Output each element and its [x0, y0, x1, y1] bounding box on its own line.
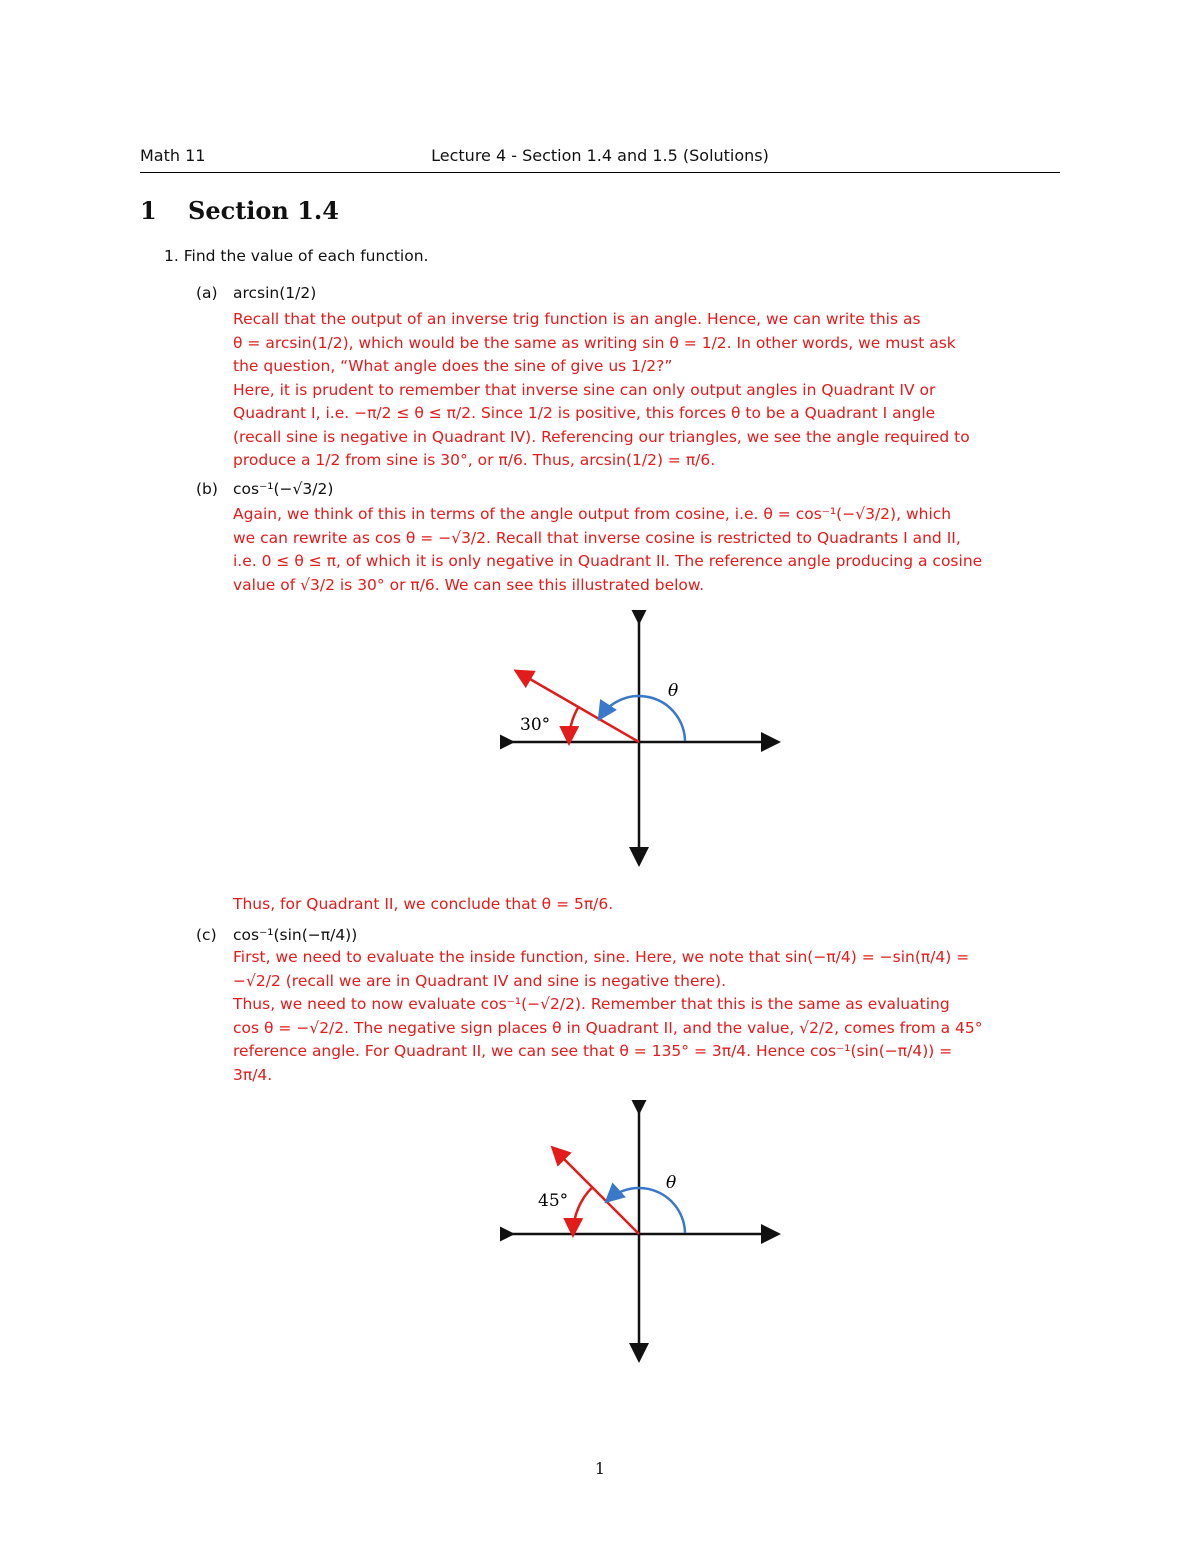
solution-line: the question, “What angle does the sine of give us 1/2?”: [233, 357, 673, 375]
figure-quadrant-ii-30deg: [500, 610, 790, 870]
solution-line: Recall that the output of an inverse trig function is an angle. Hence, we can write this as: [233, 310, 921, 328]
solution-line: Thus, we need to now evaluate cos⁻¹(−√2/2). Remember that this is the same as evaluating: [233, 995, 950, 1013]
section-title: Section 1.4: [188, 196, 339, 225]
solution-line: produce a 1/2 from sine is 30°, or π/6. Thus, arcsin(1/2) = π/6.: [233, 451, 716, 469]
solution-line: First, we need to evaluate the inside function, sine. Here, we note that sin(−π/4) = −sin(π/4) =: [233, 948, 970, 966]
solution-line: Thus, for Quadrant II, we conclude that θ = 5π/6.: [233, 895, 614, 913]
figure-quadrant-ii-45deg: [500, 1100, 790, 1365]
running-header: [140, 146, 1060, 173]
part-c-solution: [233, 946, 1060, 1087]
reference-angle-label: 30°: [520, 715, 551, 735]
solution-line: 3π/4.: [233, 1065, 273, 1084]
theta-arc: [608, 1188, 685, 1233]
part-c-question: cos⁻¹(sin(−π/4)): [233, 926, 358, 944]
course-name: Math 11: [140, 146, 206, 165]
part-b-label: (b): [196, 480, 218, 498]
problem-number: 1.: [164, 247, 179, 265]
section-heading: [140, 196, 339, 225]
part-b-question: cos⁻¹(−√3/2): [233, 480, 334, 498]
solution-line: Quadrant I, i.e. −π/2 ≤ θ ≤ π/2. Since 1/2 is positive, this forces θ to be a Quadrant I angle: [233, 404, 936, 422]
section-number: 1: [140, 196, 157, 225]
reference-angle-arc: [569, 707, 578, 741]
theta-label: θ: [668, 681, 679, 701]
problem-prompt: Find the value of each function.: [183, 247, 429, 265]
solution-line: Again, we think of this in terms of the angle output from cosine, i.e. θ = cos⁻¹(−√3/2), which: [233, 505, 952, 523]
theta-arc: [600, 696, 685, 741]
solution-line: reference angle. For Quadrant II, we can see that θ = 135° = 3π/4. Hence cos⁻¹(sin(−π/4)) =: [233, 1042, 953, 1060]
lecture-title: Lecture 4 - Section 1.4 and 1.5 (Solutions): [431, 146, 769, 165]
solution-line: we can rewrite as cos θ = −√3/2. Recall that inverse cosine is restricted to Quadrants I and II,: [233, 528, 961, 547]
part-c-label: (c): [196, 926, 217, 944]
solution-line: i.e. 0 ≤ θ ≤ π, of which it is only negative in Quadrant II. The reference angle producing a cosine: [233, 552, 983, 570]
part-a-label: (a): [196, 284, 218, 302]
part-b-conclusion: [233, 893, 1060, 917]
part-a-question: arcsin(1/2): [233, 284, 317, 302]
part-b-solution: [233, 503, 1060, 597]
reference-angle-arc: [573, 1187, 592, 1233]
page-number: 1: [594, 1459, 606, 1478]
problem-1: [164, 247, 428, 265]
solution-line: (recall sine is negative in Quadrant IV). Referencing our triangles, we see the angle required to: [233, 427, 970, 446]
solution-line: θ = arcsin(1/2), which would be the same as writing sin θ = 1/2. In other words, we must ask: [233, 333, 956, 352]
theta-label: θ: [666, 1173, 677, 1193]
solution-line: Here, it is prudent to remember that inverse sine can only output angles in Quadrant IV or: [233, 380, 936, 399]
solution-line: cos θ = −√2/2. The negative sign places θ in Quadrant II, and the value, √2/2, comes from a 45°: [233, 1018, 983, 1037]
reference-angle-label: 45°: [538, 1191, 569, 1211]
solution-line: value of √3/2 is 30° or π/6. We can see this illustrated below.: [233, 575, 705, 594]
solution-line: −√2/2 (recall we are in Quadrant IV and sine is negative there).: [233, 971, 727, 990]
part-a-solution: [233, 308, 1060, 473]
